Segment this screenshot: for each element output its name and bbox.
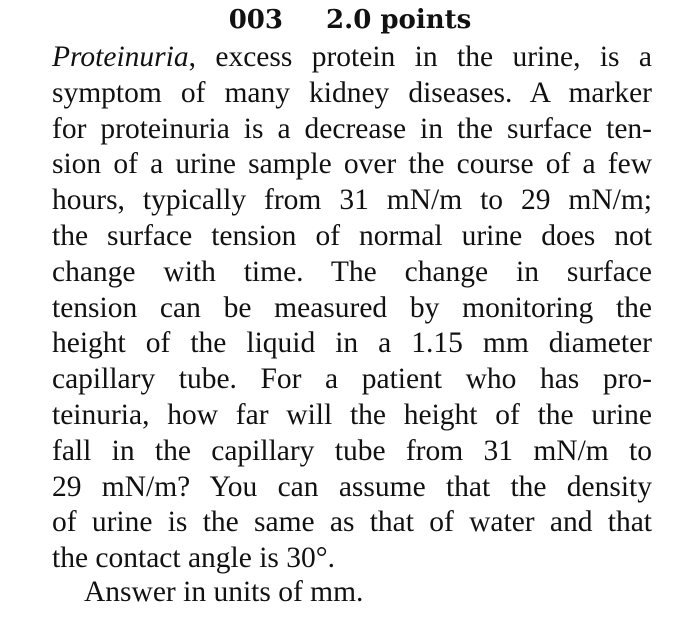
body-line: of urine is the same as that of water and that xyxy=(52,506,652,539)
body-line: the contact angle is 30°. xyxy=(52,542,335,575)
proteinuria-term: Proteinuria xyxy=(52,41,189,73)
body-line: the surface tension of normal urine does not xyxy=(52,219,652,252)
question-points: 2.0 points xyxy=(326,5,472,35)
body-line: teinuria, how far will the height of the urine xyxy=(52,398,652,431)
body-line: Proteinuria, excess protein in the urine, is a xyxy=(52,41,652,73)
question-body xyxy=(52,40,652,577)
body-line: capillary tube. For a patient who has pro- xyxy=(52,363,652,396)
body-line: hours, typically from 31 mN/m to 29 mN/m; xyxy=(52,184,652,217)
question-header xyxy=(0,4,700,36)
body-line: 29 mN/m? You can assume that the density xyxy=(52,470,652,503)
body-line: tension can be measured by monitoring the xyxy=(52,291,652,324)
body-line: sion of a urine sample over the course of a few xyxy=(52,148,652,181)
question-number: 003 xyxy=(228,5,283,35)
answer-prompt: Answer in units of mm. xyxy=(84,576,364,608)
body-line: fall in the capillary tube from 31 mN/m to xyxy=(52,434,652,467)
body-line: change with time. The change in surface xyxy=(52,255,652,288)
body-line: height of the liquid in a 1.15 mm diameter xyxy=(52,327,652,360)
body-line: symptom of many kidney diseases. A marker xyxy=(52,76,652,109)
body-line: for proteinuria is a decrease in the surface ten- xyxy=(52,112,652,145)
